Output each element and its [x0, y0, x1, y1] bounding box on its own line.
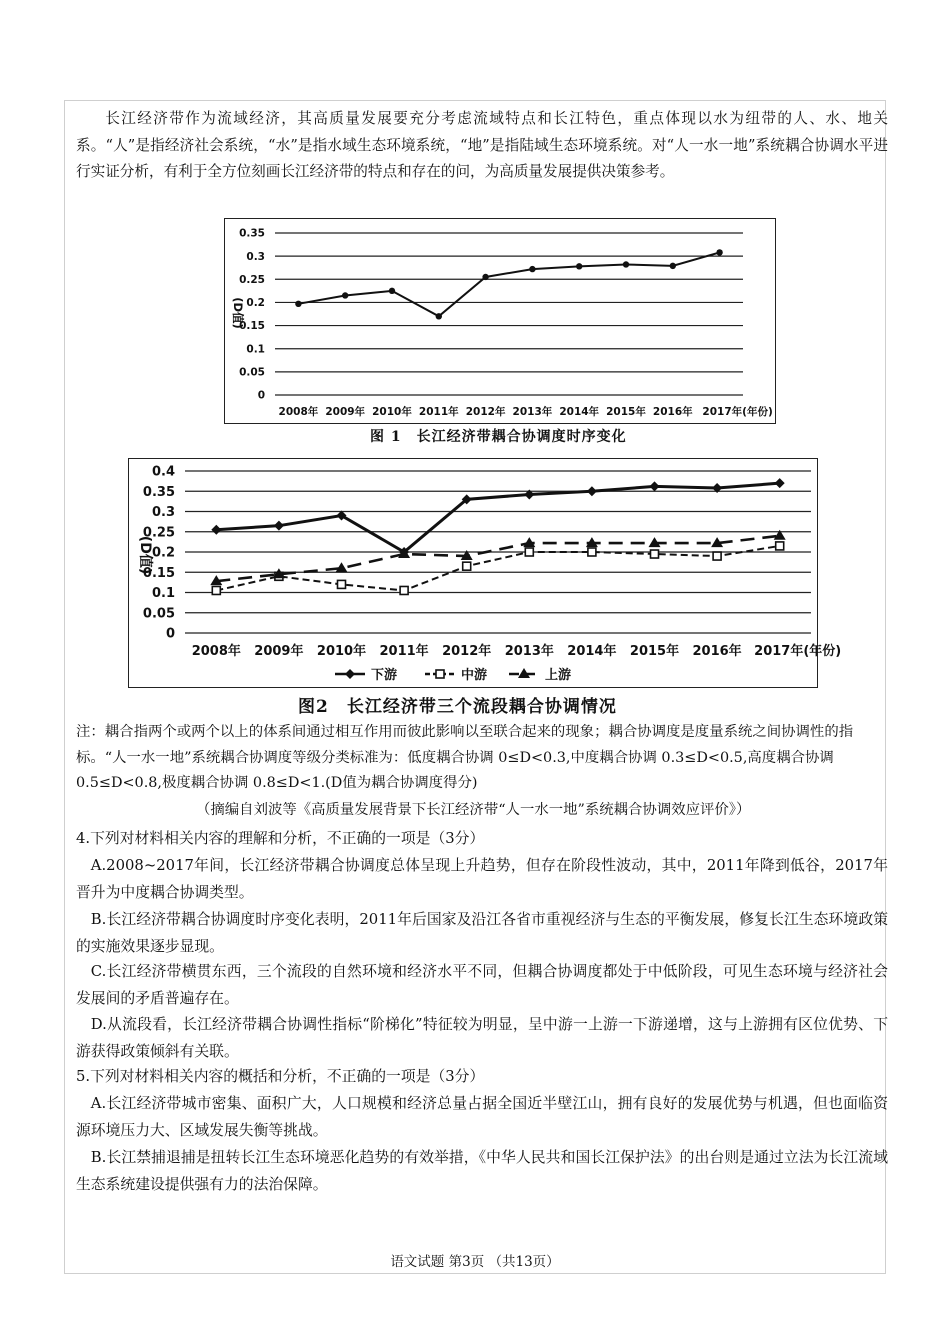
data-point — [587, 486, 597, 496]
chart-2-frame — [128, 458, 842, 688]
question-5-option-a: A.长江经济带城市密集、面积广大，人口规模和经济总量占据全国近半壁江山，拥有良好的发展优势与机遇，但也面临资源环境压力大、区域发展失衡等挑战。 — [76, 1095, 888, 1139]
question-4-stem: 4.下列对材料相关内容的理解和分析，不正确的一项是（3分） — [76, 830, 485, 847]
y-tick-label: 0.05 — [239, 366, 265, 379]
y-tick-label: 0 — [257, 389, 265, 402]
x-tick-label: 2011年 — [418, 406, 459, 418]
x-tick-label: 2013年 — [512, 406, 553, 418]
data-point — [400, 586, 408, 594]
series-line-1 — [216, 546, 779, 591]
x-tick-label: 2011年 — [379, 644, 429, 659]
data-point — [713, 552, 721, 560]
x-tick-label: 2017年(年份) — [754, 644, 842, 659]
y-axis-label: (D值) — [231, 297, 245, 329]
x-tick-label: 2010年 — [372, 406, 412, 418]
chart-1-caption: 图 1 长江经济带耦合协调度时序变化 — [370, 429, 627, 445]
question-5-option-b: B.长江禁捕退捕是扭转长江生态环境恶化趋势的有效举措，《中华人民共和国长江保护法》的出台则是通过立法为长江流域生态系统建设提供强有力的法治保障。 — [76, 1149, 888, 1193]
chart-2 — [129, 459, 842, 687]
data-point — [336, 562, 348, 572]
data-point — [670, 263, 676, 269]
source-citation: （摘编自刘波等《高质量发展背景下长江经济带“人一水一地”系统耦合协调效应评价》） — [196, 802, 751, 818]
y-tick-label: 0.15 — [239, 320, 265, 333]
chart-2-caption: 图2 长江经济带三个流段耦合协调情况 — [298, 697, 617, 717]
x-tick-label: 2012年 — [465, 406, 506, 418]
data-point — [576, 263, 582, 269]
data-point — [588, 548, 596, 556]
y-tick-label: 0.15 — [142, 565, 175, 581]
x-tick-label: 2016年 — [652, 406, 693, 418]
x-tick-label: 2014年 — [567, 644, 617, 659]
data-point — [775, 478, 785, 488]
question-4-option-b: B.长江经济带耦合协调度时序变化表明，2011年后国家及沿江各省市重视经济与生态的平衡发展，修复长江生态环境政策的实施效果逐步显现。 — [76, 911, 888, 955]
y-axis-label: (D值) — [137, 535, 153, 575]
x-tick-label: 2015年 — [629, 644, 680, 659]
y-tick-label: 0.25 — [142, 525, 175, 541]
legend-marker — [345, 669, 355, 679]
y-tick-label: 0 — [165, 626, 175, 642]
x-tick-label: 2013年 — [504, 644, 554, 659]
data-point — [482, 274, 488, 280]
y-tick-label: 0.2 — [246, 297, 265, 310]
y-tick-label: 0.05 — [142, 606, 175, 622]
question-4-option-c: C.长江经济带横贯东西，三个流段的自然环境和经济水平不同，但耦合协调度都处于中低阶段，可见生态环境与经济社会发展间的矛盾普遍存在。 — [76, 963, 888, 1007]
data-point — [716, 249, 722, 255]
x-tick-label: 2009年 — [254, 644, 304, 659]
x-tick-label: 2016年 — [692, 644, 742, 659]
page-footer: 语文试题 第3页 （共13页） — [390, 1254, 560, 1270]
data-point — [651, 550, 659, 558]
y-tick-label: 0.4 — [151, 464, 175, 480]
y-tick-label: 0.1 — [151, 586, 175, 602]
y-tick-label: 0.35 — [239, 227, 265, 240]
y-tick-label: 0.35 — [142, 484, 175, 500]
data-point — [463, 562, 471, 570]
y-tick-label: 0.3 — [246, 250, 265, 263]
data-point — [274, 521, 284, 531]
legend-label: 中游 — [461, 668, 488, 683]
data-point — [342, 292, 348, 298]
x-tick-label: 2015年 — [606, 406, 646, 418]
data-point — [295, 301, 301, 307]
data-point — [389, 288, 395, 294]
data-point — [529, 266, 535, 272]
question-4-option-d: D.从流段看，长江经济带耦合协调性指标“阶梯化”特征较为明显，呈中游一上游一下游递增，这与上游拥有区位优势、下游获得政策倾斜有关联。 — [76, 1016, 888, 1060]
chart-1 — [225, 219, 775, 423]
series-line-0 — [298, 252, 719, 316]
x-tick-label: 2012年 — [442, 644, 492, 659]
data-point — [776, 542, 784, 550]
data-point — [650, 481, 660, 491]
legend-label: 上游 — [545, 668, 572, 683]
data-point — [212, 586, 220, 594]
series-line-0 — [216, 483, 779, 552]
y-tick-label: 0.1 — [246, 343, 265, 356]
question-4-option-a: A.2008~2017年间，长江经济带耦合协调度总体呈现上升趋势，但存在阶段性波动，其中，2011年降到低谷，2017年晋升为中度耦合协调类型。 — [76, 857, 888, 901]
x-tick-label: 2009年 — [325, 406, 366, 418]
question-5-stem: 5.下列对材料相关内容的概括和分析，不正确的一项是（3分） — [76, 1068, 485, 1085]
data-point — [211, 525, 221, 535]
x-tick-label: 2017年(年份) — [702, 406, 773, 418]
data-point — [525, 548, 533, 556]
legend-label: 下游 — [371, 668, 398, 683]
data-point — [436, 313, 442, 319]
x-tick-label: 2008年 — [191, 644, 241, 659]
note-text: 注：耦合指两个或两个以上的体系间通过相互作用而彼此影响以至联合起来的现象；耦合协调度是度量系统之间协调性的指标。“人一水一地”系统耦合协调度等级分类标准为：低度耦合协调 0≤D<0.3,中度耦合协调 0.3≤D<0.5,高度耦合协调 0.5≤D<0.8,极度耦合协调 0.8≤D<1.(D值为耦合协调度得分) — [76, 724, 854, 791]
y-tick-label: 0.3 — [151, 505, 175, 521]
y-tick-label: 0.25 — [239, 273, 265, 286]
data-point — [623, 261, 629, 267]
chart-1-frame — [224, 218, 776, 424]
x-tick-label: 2014年 — [559, 406, 600, 418]
intro-paragraph: 长江经济带作为流域经济，其高质量发展要充分考虑流域特点和长江特色，重点体现以水为纽带的人、水、地关系。“人”是指经济社会系统，“水”是指水域生态环境系统，“地”是指陆域生态环境系统。对“人一水一地”系统耦合协调水平进行实证分析，有利于全方位刻画长江经济带的特点和存在的问，为高质量发展提供决策参考。 — [76, 110, 888, 180]
x-tick-label: 2008年 — [278, 406, 319, 418]
x-tick-label: 2010年 — [316, 644, 367, 659]
data-point — [338, 580, 346, 588]
legend-marker — [436, 670, 444, 678]
y-tick-label: 0.2 — [151, 545, 175, 561]
